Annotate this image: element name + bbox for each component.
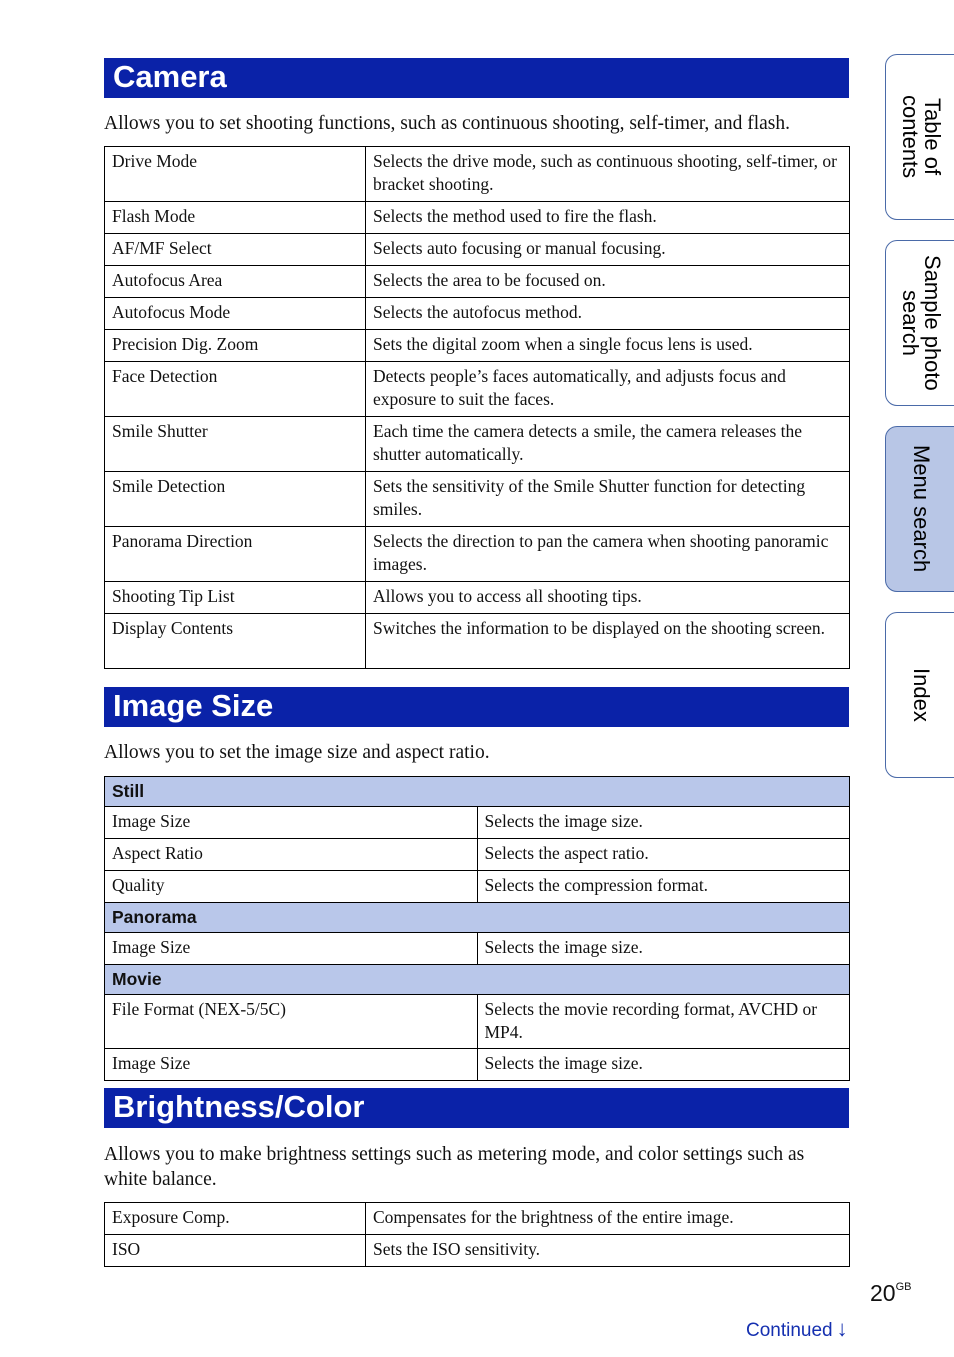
table-row (105, 995, 850, 1049)
brightness-table (104, 1202, 850, 1267)
item-name: Smile Detection (105, 472, 366, 527)
brightness-intro: Allows you to make brightness settings such as metering mode, and color settings such as white balance. (104, 1144, 805, 1190)
item-name: Panorama Direction (105, 527, 366, 582)
item-description: Selects auto focusing or manual focusing. (366, 234, 850, 266)
group-header-still (105, 777, 850, 807)
page-number-value: 20 (870, 1280, 896, 1306)
table-row (105, 527, 850, 582)
item-name: Precision Dig. Zoom (105, 330, 366, 362)
image-size-intro: Allows you to set the image size and aspect ratio. (104, 742, 490, 763)
table-row (105, 362, 850, 417)
table-row (105, 330, 850, 362)
item-name: File Format (NEX-5/5C) (105, 995, 478, 1049)
item-name: Image Size (105, 933, 478, 965)
camera-table (104, 146, 850, 669)
table-row (105, 1235, 850, 1267)
table-row (105, 147, 850, 202)
tab-label: Index (909, 668, 934, 722)
item-description: Selects the image size. (477, 1049, 850, 1081)
table-row (105, 839, 850, 871)
item-name: Drive Mode (105, 147, 366, 202)
group-label: Panorama (105, 903, 850, 933)
tab-label: Table of contents (898, 95, 945, 179)
item-name: Image Size (105, 1049, 478, 1081)
item-name: Autofocus Mode (105, 298, 366, 330)
item-description: Switches the information to be displayed on the shooting screen. (366, 614, 850, 669)
item-description: Selects the method used to fire the flash. (366, 202, 850, 234)
item-description: Selects the compression format. (477, 871, 850, 903)
down-arrow-icon: ↓ (836, 1316, 848, 1341)
item-name: Shooting Tip List (105, 582, 366, 614)
page-number-suffix: GB (895, 1281, 912, 1293)
image-size-section-title: Image Size (104, 687, 849, 727)
item-name: Quality (105, 871, 478, 903)
item-name: Smile Shutter (105, 417, 366, 472)
table-row (105, 614, 850, 669)
image-size-table (104, 776, 850, 1081)
table-row (105, 202, 850, 234)
group-header-panorama (105, 903, 850, 933)
item-name: Display Contents (105, 614, 366, 669)
item-description: Selects the area to be focused on. (366, 266, 850, 298)
item-description: Selects the image size. (477, 933, 850, 965)
camera-section-title: Camera (104, 58, 849, 98)
table-row (105, 1049, 850, 1081)
item-description: Selects the direction to pan the camera when shooting panoramic images. (366, 527, 850, 582)
brightness-section-title: Brightness/Color (104, 1088, 849, 1128)
group-header-movie (105, 965, 850, 995)
camera-intro: Allows you to set shooting functions, such as continuous shooting, self-timer, and flash. (104, 113, 790, 134)
item-description: Sets the digital zoom when a single focus lens is used. (366, 330, 850, 362)
item-description: Selects the autofocus method. (366, 298, 850, 330)
table-row (105, 266, 850, 298)
table-row (105, 472, 850, 527)
table-row (105, 298, 850, 330)
item-description: Each time the camera detects a smile, the camera releases the shutter automatically. (366, 417, 850, 472)
tab-menu-search[interactable] (885, 426, 954, 592)
tab-table-of-contents[interactable] (885, 54, 954, 220)
table-row (105, 582, 850, 614)
item-description: Selects the drive mode, such as continuous shooting, self-timer, or bracket shooting. (366, 147, 850, 202)
group-label: Still (105, 777, 850, 807)
continued-label: Continued (746, 1320, 833, 1341)
item-description: Sets the ISO sensitivity. (366, 1235, 850, 1267)
table-row (105, 417, 850, 472)
tab-label: Sample photo search (898, 255, 945, 391)
item-name: AF/MF Select (105, 234, 366, 266)
item-name: Image Size (105, 807, 478, 839)
table-row (105, 234, 850, 266)
item-description: Compensates for the brightness of the entire image. (366, 1203, 850, 1235)
item-name: Face Detection (105, 362, 366, 417)
table-row (105, 807, 850, 839)
table-row (105, 933, 850, 965)
item-description: Sets the sensitivity of the Smile Shutter function for detecting smiles. (366, 472, 850, 527)
continued-link[interactable] (746, 1316, 848, 1342)
item-name: Exposure Comp. (105, 1203, 366, 1235)
item-description: Detects people’s faces automatically, and adjusts focus and exposure to suit the faces. (366, 362, 850, 417)
page-number (870, 1280, 912, 1307)
table-row (105, 871, 850, 903)
item-description: Selects the image size. (477, 807, 850, 839)
tab-label: Menu search (909, 445, 934, 573)
item-name: ISO (105, 1235, 366, 1267)
item-name: Flash Mode (105, 202, 366, 234)
item-description: Selects the aspect ratio. (477, 839, 850, 871)
item-name: Autofocus Area (105, 266, 366, 298)
tab-index[interactable] (885, 612, 954, 778)
item-name: Aspect Ratio (105, 839, 478, 871)
item-description: Allows you to access all shooting tips. (366, 582, 850, 614)
group-label: Movie (105, 965, 850, 995)
table-row (105, 1203, 850, 1235)
item-description: Selects the movie recording format, AVCHD or MP4. (477, 995, 850, 1049)
tab-sample-photo-search[interactable] (885, 240, 954, 406)
